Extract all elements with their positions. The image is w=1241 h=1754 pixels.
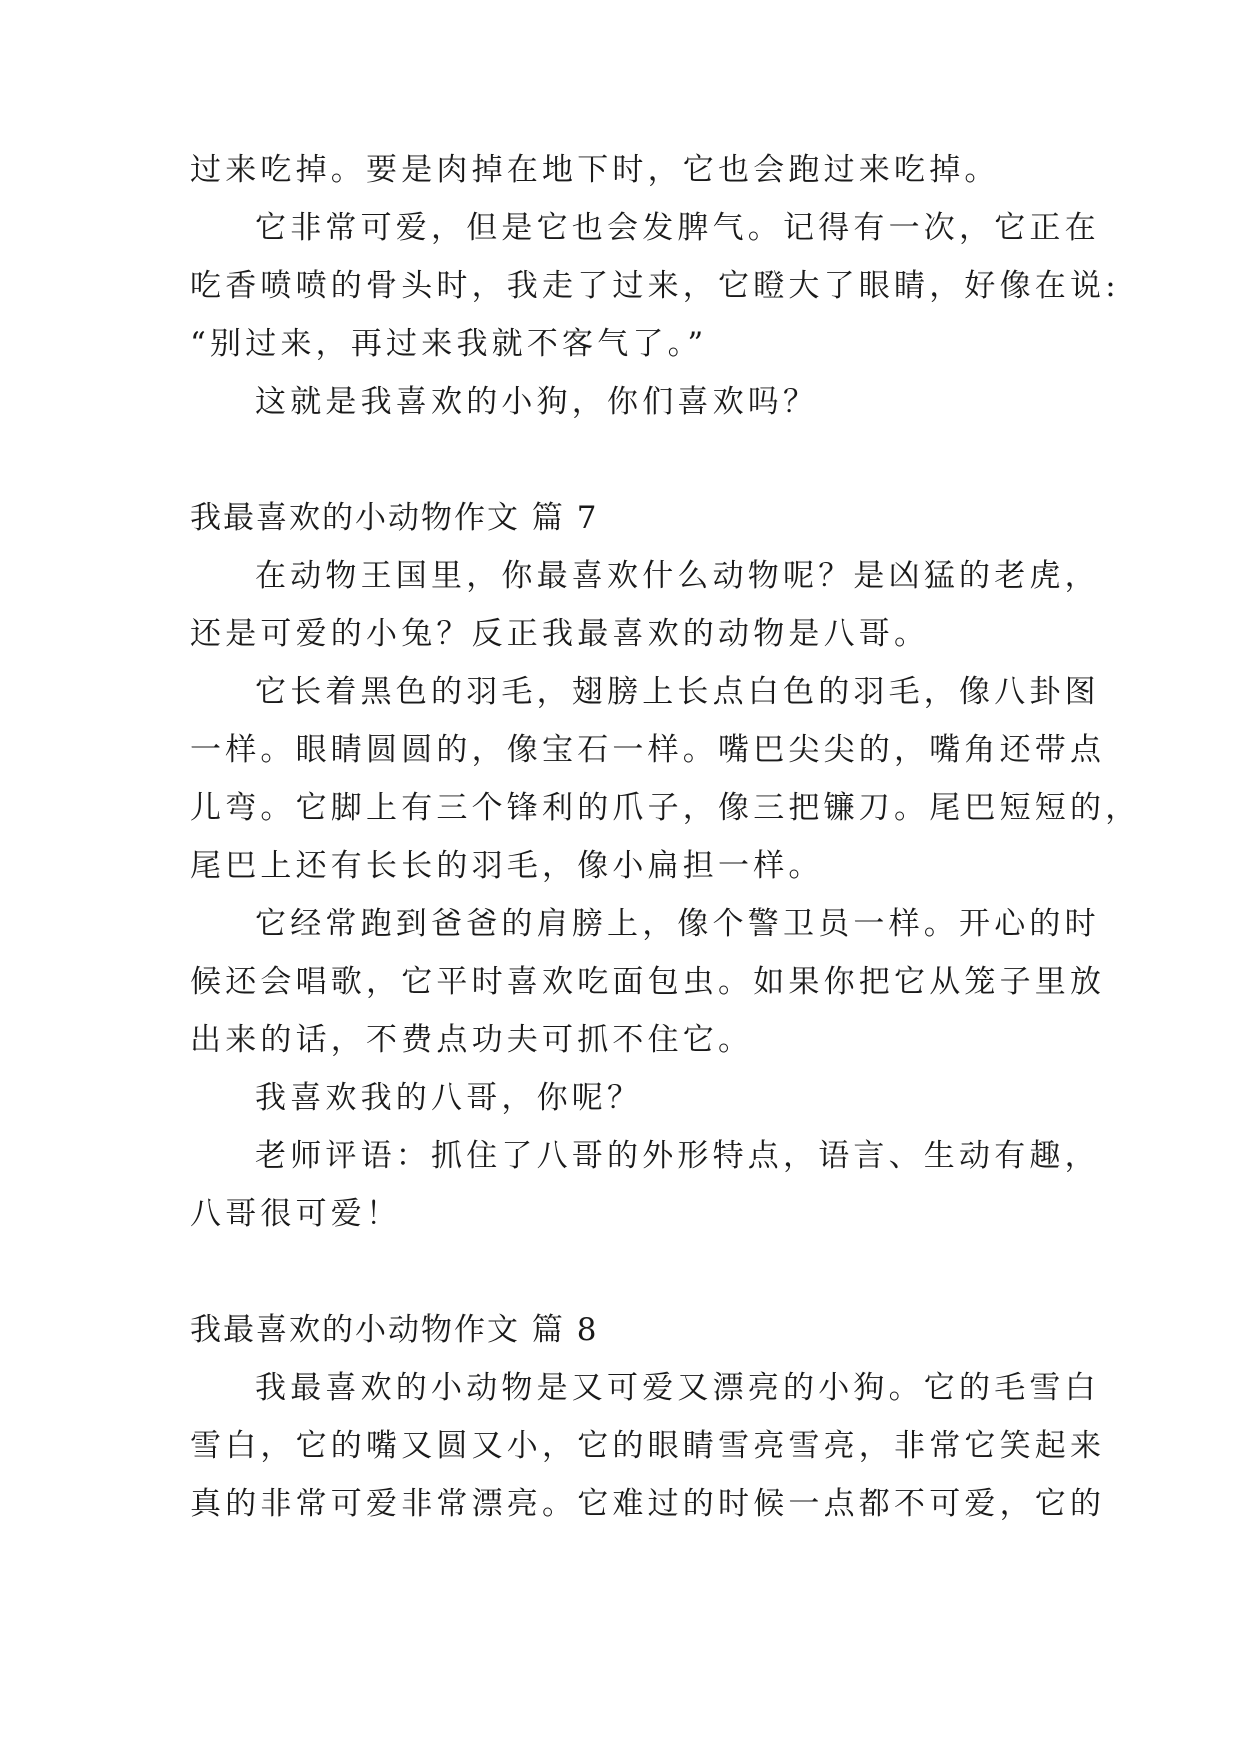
paragraph-line: 真的非常可爱非常漂亮。它难过的时候一点都不可爱，它的: [190, 1486, 1106, 1522]
paragraph-line: 尾巴上还有长长的羽毛，像小扁担一样。: [190, 848, 824, 884]
section-heading: 我最喜欢的小动物作文 篇 7: [190, 500, 599, 536]
paragraph-line: 我最喜欢的小动物是又可爱又漂亮的小狗。它的毛雪白: [255, 1370, 1100, 1406]
paragraph-line: 儿弯。它脚上有三个锋利的爪子，像三把镰刀。尾巴短短的，: [190, 790, 1141, 826]
teacher-comment-line: 老师评语：抓住了八哥的外形特点，语言、生动有趣，: [255, 1138, 1100, 1174]
paragraph-line: 这就是我喜欢的小狗，你们喜欢吗？: [255, 384, 819, 420]
section-heading: 我最喜欢的小动物作文 篇 8: [190, 1312, 599, 1348]
paragraph-line: 雪白，它的嘴又圆又小，它的眼睛雪亮雪亮，非常它笑起来: [190, 1428, 1106, 1464]
paragraph-line: 吃香喷喷的骨头时，我走了过来，它瞪大了眼睛，好像在说:: [190, 268, 1120, 304]
paragraph-line: 在动物王国里，你最喜欢什么动物呢？是凶猛的老虎，: [255, 558, 1100, 594]
paragraph-line: 过来吃掉。要是肉掉在地下时，它也会跑过来吃掉。: [190, 152, 1000, 188]
paragraph-line: 我喜欢我的八哥，你呢？: [255, 1080, 643, 1116]
paragraph-line: 它非常可爱，但是它也会发脾气。记得有一次，它正在: [255, 210, 1100, 246]
paragraph-line: 候还会唱歌，它平时喜欢吃面包虫。如果你把它从笼子里放: [190, 964, 1106, 1000]
paragraph-line: 它长着黑色的羽毛，翅膀上长点白色的羽毛，像八卦图: [255, 674, 1100, 710]
paragraph-line: 它经常跑到爸爸的肩膀上，像个警卫员一样。开心的时: [255, 906, 1100, 942]
paragraph-line: 出来的话，不费点功夫可抓不住它。: [190, 1022, 754, 1058]
teacher-comment-line: 八哥很可爱！: [190, 1196, 402, 1232]
paragraph-line: 一样。眼睛圆圆的，像宝石一样。嘴巴尖尖的，嘴角还带点: [190, 732, 1106, 768]
paragraph-line: “别过来，再过来我就不客气了。”: [190, 326, 708, 362]
paragraph-line: 还是可爱的小兔？反正我最喜欢的动物是八哥。: [190, 616, 930, 652]
